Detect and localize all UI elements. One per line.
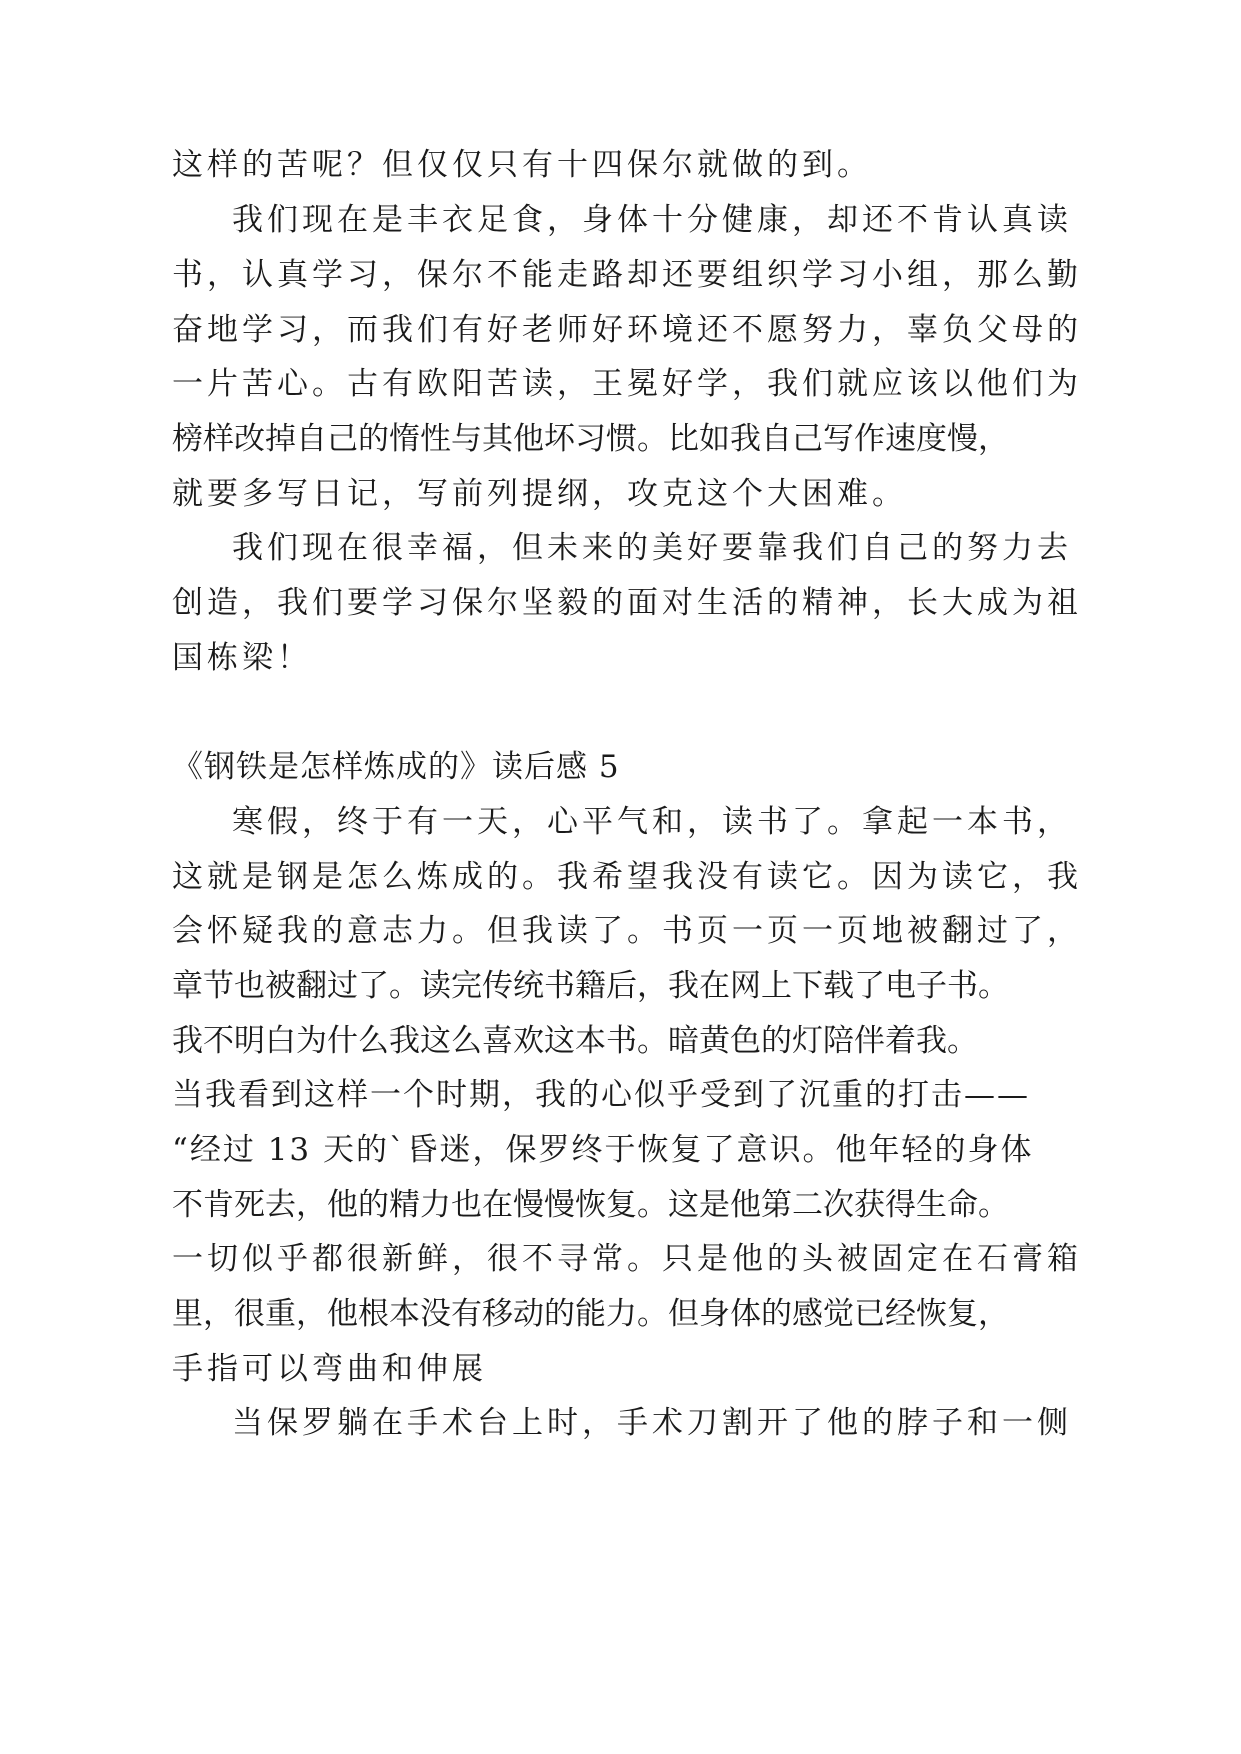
text-line: 这样的苦呢？但仅仅只有十四保尔就做的到。 (172, 147, 872, 183)
text-line: 这就是钢是怎么炼成的。我希望我没有读它。因为读它，我 (172, 859, 1082, 895)
paragraph-first-line: 当保罗躺在手术台上时，手术刀割开了他的脖子和一侧 (232, 1405, 1072, 1441)
text-line: 不肯死去，他的精力也在慢慢恢复。这是他第二次获得生命。 (172, 1187, 1009, 1223)
text-line: 就要多写日记，写前列提纲，攻克这个大困难。 (172, 476, 907, 512)
paragraph-first-line: 我们现在是丰衣足食，身体十分健康，却还不肯认真读 (232, 202, 1072, 238)
text-line: 会怀疑我的意志力。但我读了。书页一页一页地被翻过了， (172, 913, 1082, 949)
text-line: 一片苦心。古有欧阳苦读，王冕好学，我们就应该以他们为 (172, 366, 1082, 402)
text-line: 榜样改掉自己的惰性与其他坏习惯。比如我自己写作速度慢， (172, 421, 1009, 457)
text-line: 一切似乎都很新鲜，很不寻常。只是他的头被固定在石膏箱 (172, 1241, 1082, 1277)
text-line: 当我看到这样一个时期，我的心似乎受到了沉重的打击—— (172, 1077, 1030, 1113)
text-line: 创造，我们要学习保尔坚毅的面对生活的精神，长大成为祖 (172, 585, 1082, 621)
text-line: 手指可以弯曲和伸展 (172, 1351, 487, 1387)
text-line: 国栋梁！ (172, 640, 312, 676)
text-line: “经过 13 天的`昏迷，保罗终于恢复了意识。他年轻的身体 (172, 1132, 1034, 1168)
text-line: 书，认真学习，保尔不能走路却还要组织学习小组，那么勤 (172, 257, 1082, 293)
text-line: 里，很重，他根本没有移动的能力。但身体的感觉已经恢复， (172, 1296, 1009, 1332)
text-line: 章节也被翻过了。读完传统书籍后，我在网上下载了电子书。 (172, 968, 1009, 1004)
paragraph-first-line: 我们现在很幸福，但未来的美好要靠我们自己的努力去 (232, 530, 1072, 566)
paragraph-first-line: 寒假，终于有一天，心平气和，读书了。拿起一本书， (232, 804, 1072, 840)
section-heading: 《钢铁是怎样炼成的》读后感 5 (172, 749, 620, 785)
text-line: 奋地学习，而我们有好老师好环境还不愿努力，辜负父母的 (172, 312, 1082, 348)
text-line: 我不明白为什么我这么喜欢这本书。暗黄色的灯陪伴着我。 (172, 1023, 978, 1059)
